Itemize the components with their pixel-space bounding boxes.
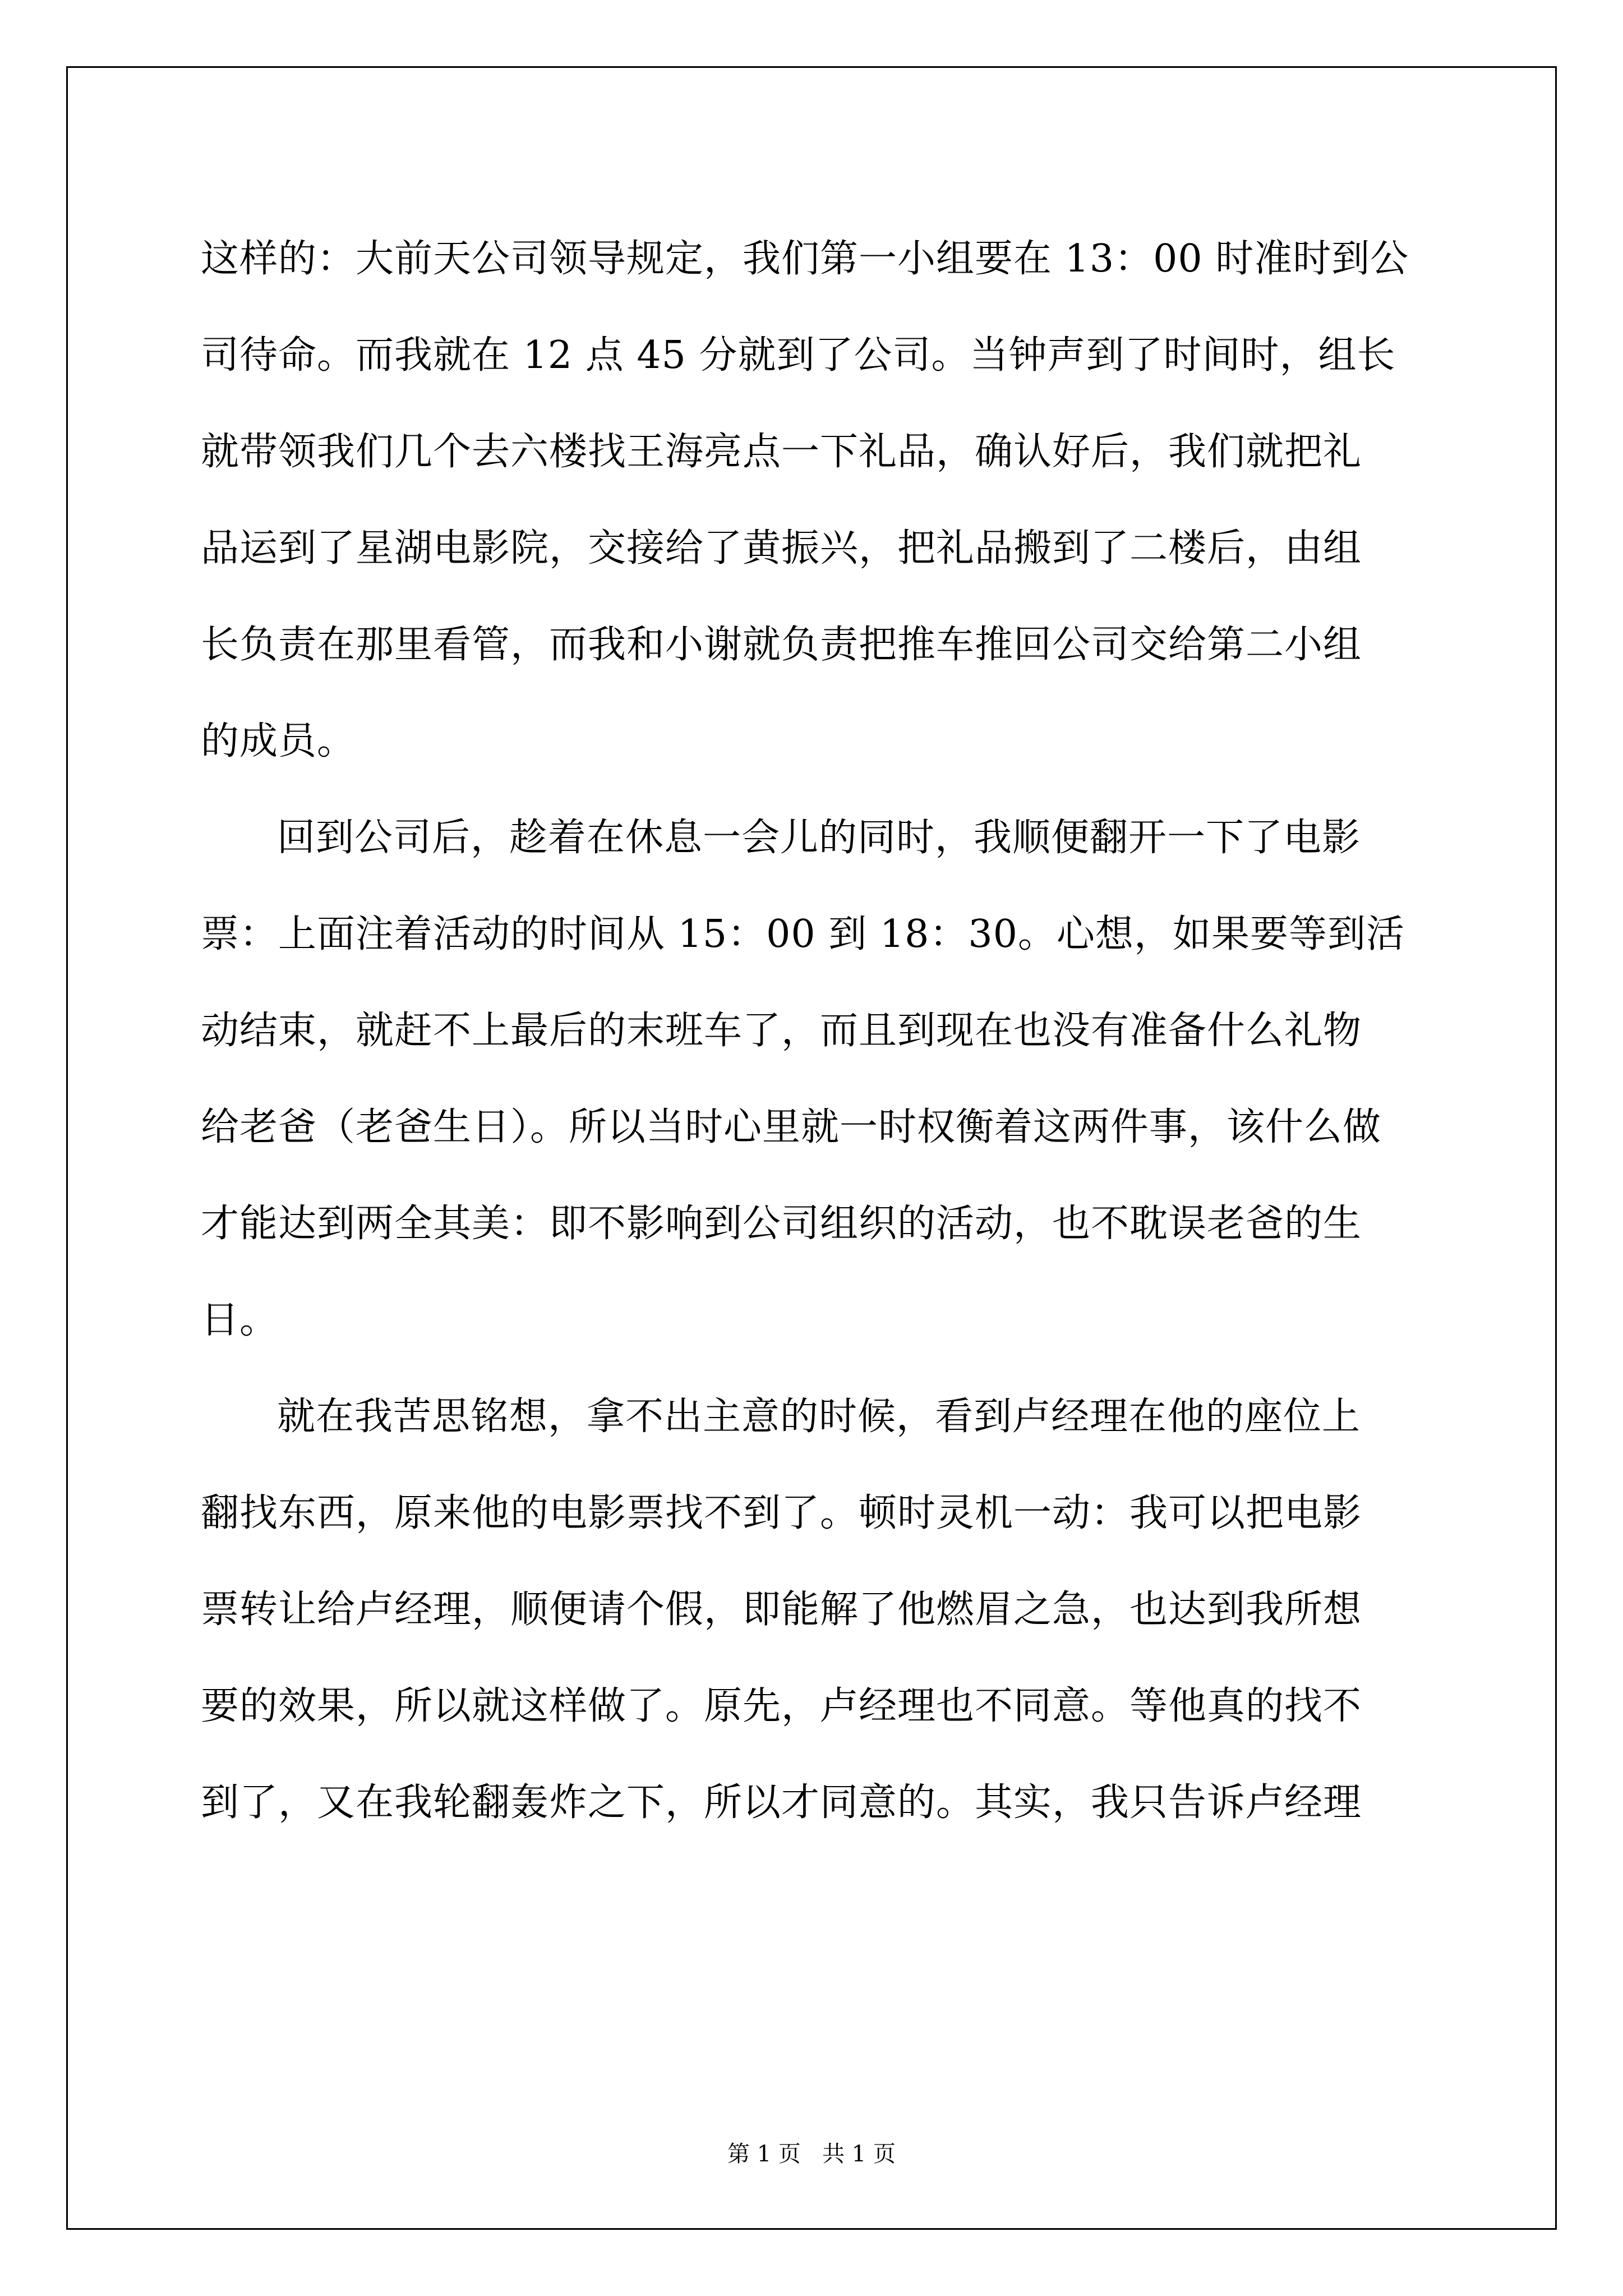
text-line: 司待命。而我就在 12 点 45 分就到了公司。当钟声到了时间时，组长 [201, 333, 1396, 378]
text-line: 日。 [201, 1298, 279, 1342]
text-line: 票：上面注着活动的时间从 15：00 到 18：30。心想，如果要等到活 [201, 912, 1405, 956]
text-line: 要的效果，所以就这样做了。原先，卢经理也不同意。等他真的找不 [201, 1684, 1362, 1728]
text-line: 品运到了星湖电影院，交接给了黄振兴，把礼品搬到了二楼后，由组 [201, 526, 1362, 570]
text-line: 这样的：大前天公司领导规定，我们第一小组要在 13：00 时准时到公 [201, 237, 1409, 281]
text-line: 到了，又在我轮翻轰炸之下，所以才同意的。其实，我只告诉卢经理 [201, 1780, 1362, 1825]
text-line: 给老爸（老爸生日）。所以当时心里就一时权衡着这两件事，该什么做 [201, 1105, 1382, 1149]
text-line: 翻找东西，原来他的电影票找不到了。顿时灵机一动：我可以把电影 [201, 1491, 1362, 1535]
text-line: 的成员。 [201, 719, 356, 763]
paragraph-first-line: 就在我苦思铭想，拿不出主意的时候，看到卢经理在他的座位上 [277, 1395, 1361, 1439]
text-line: 才能达到两全其美：即不影响到公司组织的活动，也不耽误老爸的生 [201, 1202, 1362, 1246]
paragraph-first-line: 回到公司后，趁着在休息一会儿的同时，我顺便翻开一下了电影 [277, 816, 1361, 860]
text-line: 就带领我们几个去六楼找王海亮点一下礼品，确认好后，我们就把礼 [201, 430, 1362, 474]
text-line: 长负责在那里看管，而我和小谢就负责把推车推回公司交给第二小组 [201, 623, 1362, 667]
text-line: 动结束，就赶不上最后的末班车了，而且到现在也没有准备什么礼物 [201, 1009, 1362, 1053]
text-line: 票转让给卢经理，顺便请个假，即能解了他燃眉之急，也达到我所想 [201, 1588, 1362, 1632]
document-body [201, 211, 1435, 1851]
page-footer: 第 1 页 共 1 页 [727, 2141, 896, 2167]
